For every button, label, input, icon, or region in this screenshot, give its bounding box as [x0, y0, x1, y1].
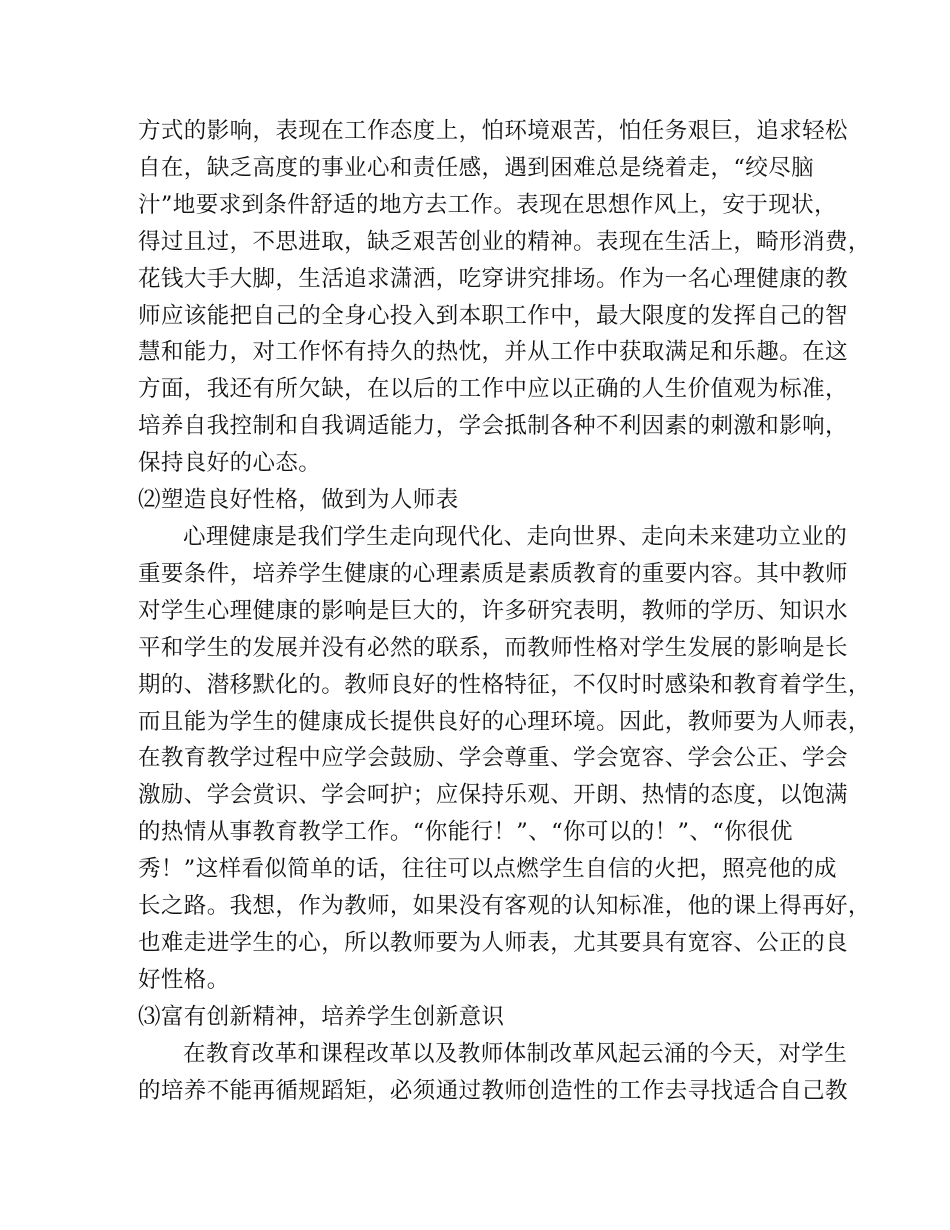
text-line: 也难走进学生的心，所以教师要为人师表，尤其要具有宽容、公正的良 — [138, 929, 848, 956]
text-line: 在教育教学过程中应学会鼓励、学会尊重、学会宽容、学会公正、学会 — [138, 745, 848, 772]
text-line: 的热情从事教育教学工作。“你能行！”、“你可以的！”、“你很优 — [138, 819, 793, 846]
paragraph-innovation — [138, 1036, 848, 1110]
text-line: 好性格。 — [138, 966, 230, 993]
text-line: 花钱大手大脚，生活追求潇洒，吃穿讲究排场。作为一名心理健康的教 — [138, 265, 848, 292]
text-line: 自在，缺乏高度的事业心和责任感，遇到困难总是绕着走，“绞尽脑 — [138, 154, 815, 181]
text-line: 长之路。我想，作为教师，如果没有客观的认知标准，他的课上得再好， — [138, 893, 871, 920]
heading-line: ⑶富有创新精神，培养学生创新意识 — [138, 1003, 505, 1030]
text-line: 在教育改革和课程改革以及教师体制改革风起云涌的今天，对学生 — [183, 1040, 848, 1067]
document-body — [138, 113, 871, 1109]
text-line: 期的、潜移默化的。教师良好的性格特征，不仅时时感染和教育着学生， — [138, 671, 871, 698]
text-line: 对学生心理健康的影响是巨大的，许多研究表明，教师的学历、知识水 — [138, 597, 848, 624]
paragraph-work-attitude — [138, 113, 871, 482]
text-line: 师应该能把自己的全身心投入到本职工作中，最大限度的发挥自己的智 — [138, 302, 848, 329]
text-line: 心理健康是我们学生走向现代化、走向世界、走向未来建功立业的 — [183, 523, 848, 550]
text-line: 秀！”这样看似简单的话，往往可以点燃学生自信的火把，照亮他的成 — [138, 856, 837, 883]
paragraph-personality — [138, 519, 871, 999]
text-line: 保持良好的心态。 — [138, 450, 322, 477]
text-line: 培养自我控制和自我调适能力，学会抵制各种不利因素的刺激和影响， — [138, 413, 848, 440]
text-line: 方面，我还有所欠缺，在以后的工作中应以正确的人生价值观为标准， — [138, 376, 848, 403]
text-line: 慧和能力，对工作怀有持久的热忱，并从工作中获取满足和乐趣。在这 — [138, 339, 848, 366]
text-line: 而且能为学生的健康成长提供良好的心理环境。因此，教师要为人师表， — [138, 708, 871, 735]
text-line: 汁”地要求到条件舒适的地方去工作。表现在思想作风上，安于现状， — [138, 191, 837, 218]
section-heading-personality — [138, 482, 828, 519]
text-line: 激励、学会赏识、学会呵护；应保持乐观、开朗、热情的态度，以饱满 — [138, 782, 848, 809]
section-heading-innovation — [138, 999, 828, 1036]
text-line: 重要条件，培养学生健康的心理素质是素质教育的重要内容。其中教师 — [138, 560, 848, 587]
text-line: 平和学生的发展并没有必然的联系，而教师性格对学生发展的影响是长 — [138, 634, 848, 661]
heading-line: ⑵塑造良好性格，做到为人师表 — [138, 487, 459, 514]
text-line: 得过且过，不思进取，缺乏艰苦创业的精神。表现在生活上，畸形消费， — [138, 228, 871, 255]
text-line: 方式的影响，表现在工作态度上，怕环境艰苦，怕任务艰巨，追求轻松 — [138, 118, 848, 144]
text-line: 的培养不能再循规蹈矩，必须通过教师创造性的工作去寻找适合自己教 — [138, 1077, 848, 1104]
